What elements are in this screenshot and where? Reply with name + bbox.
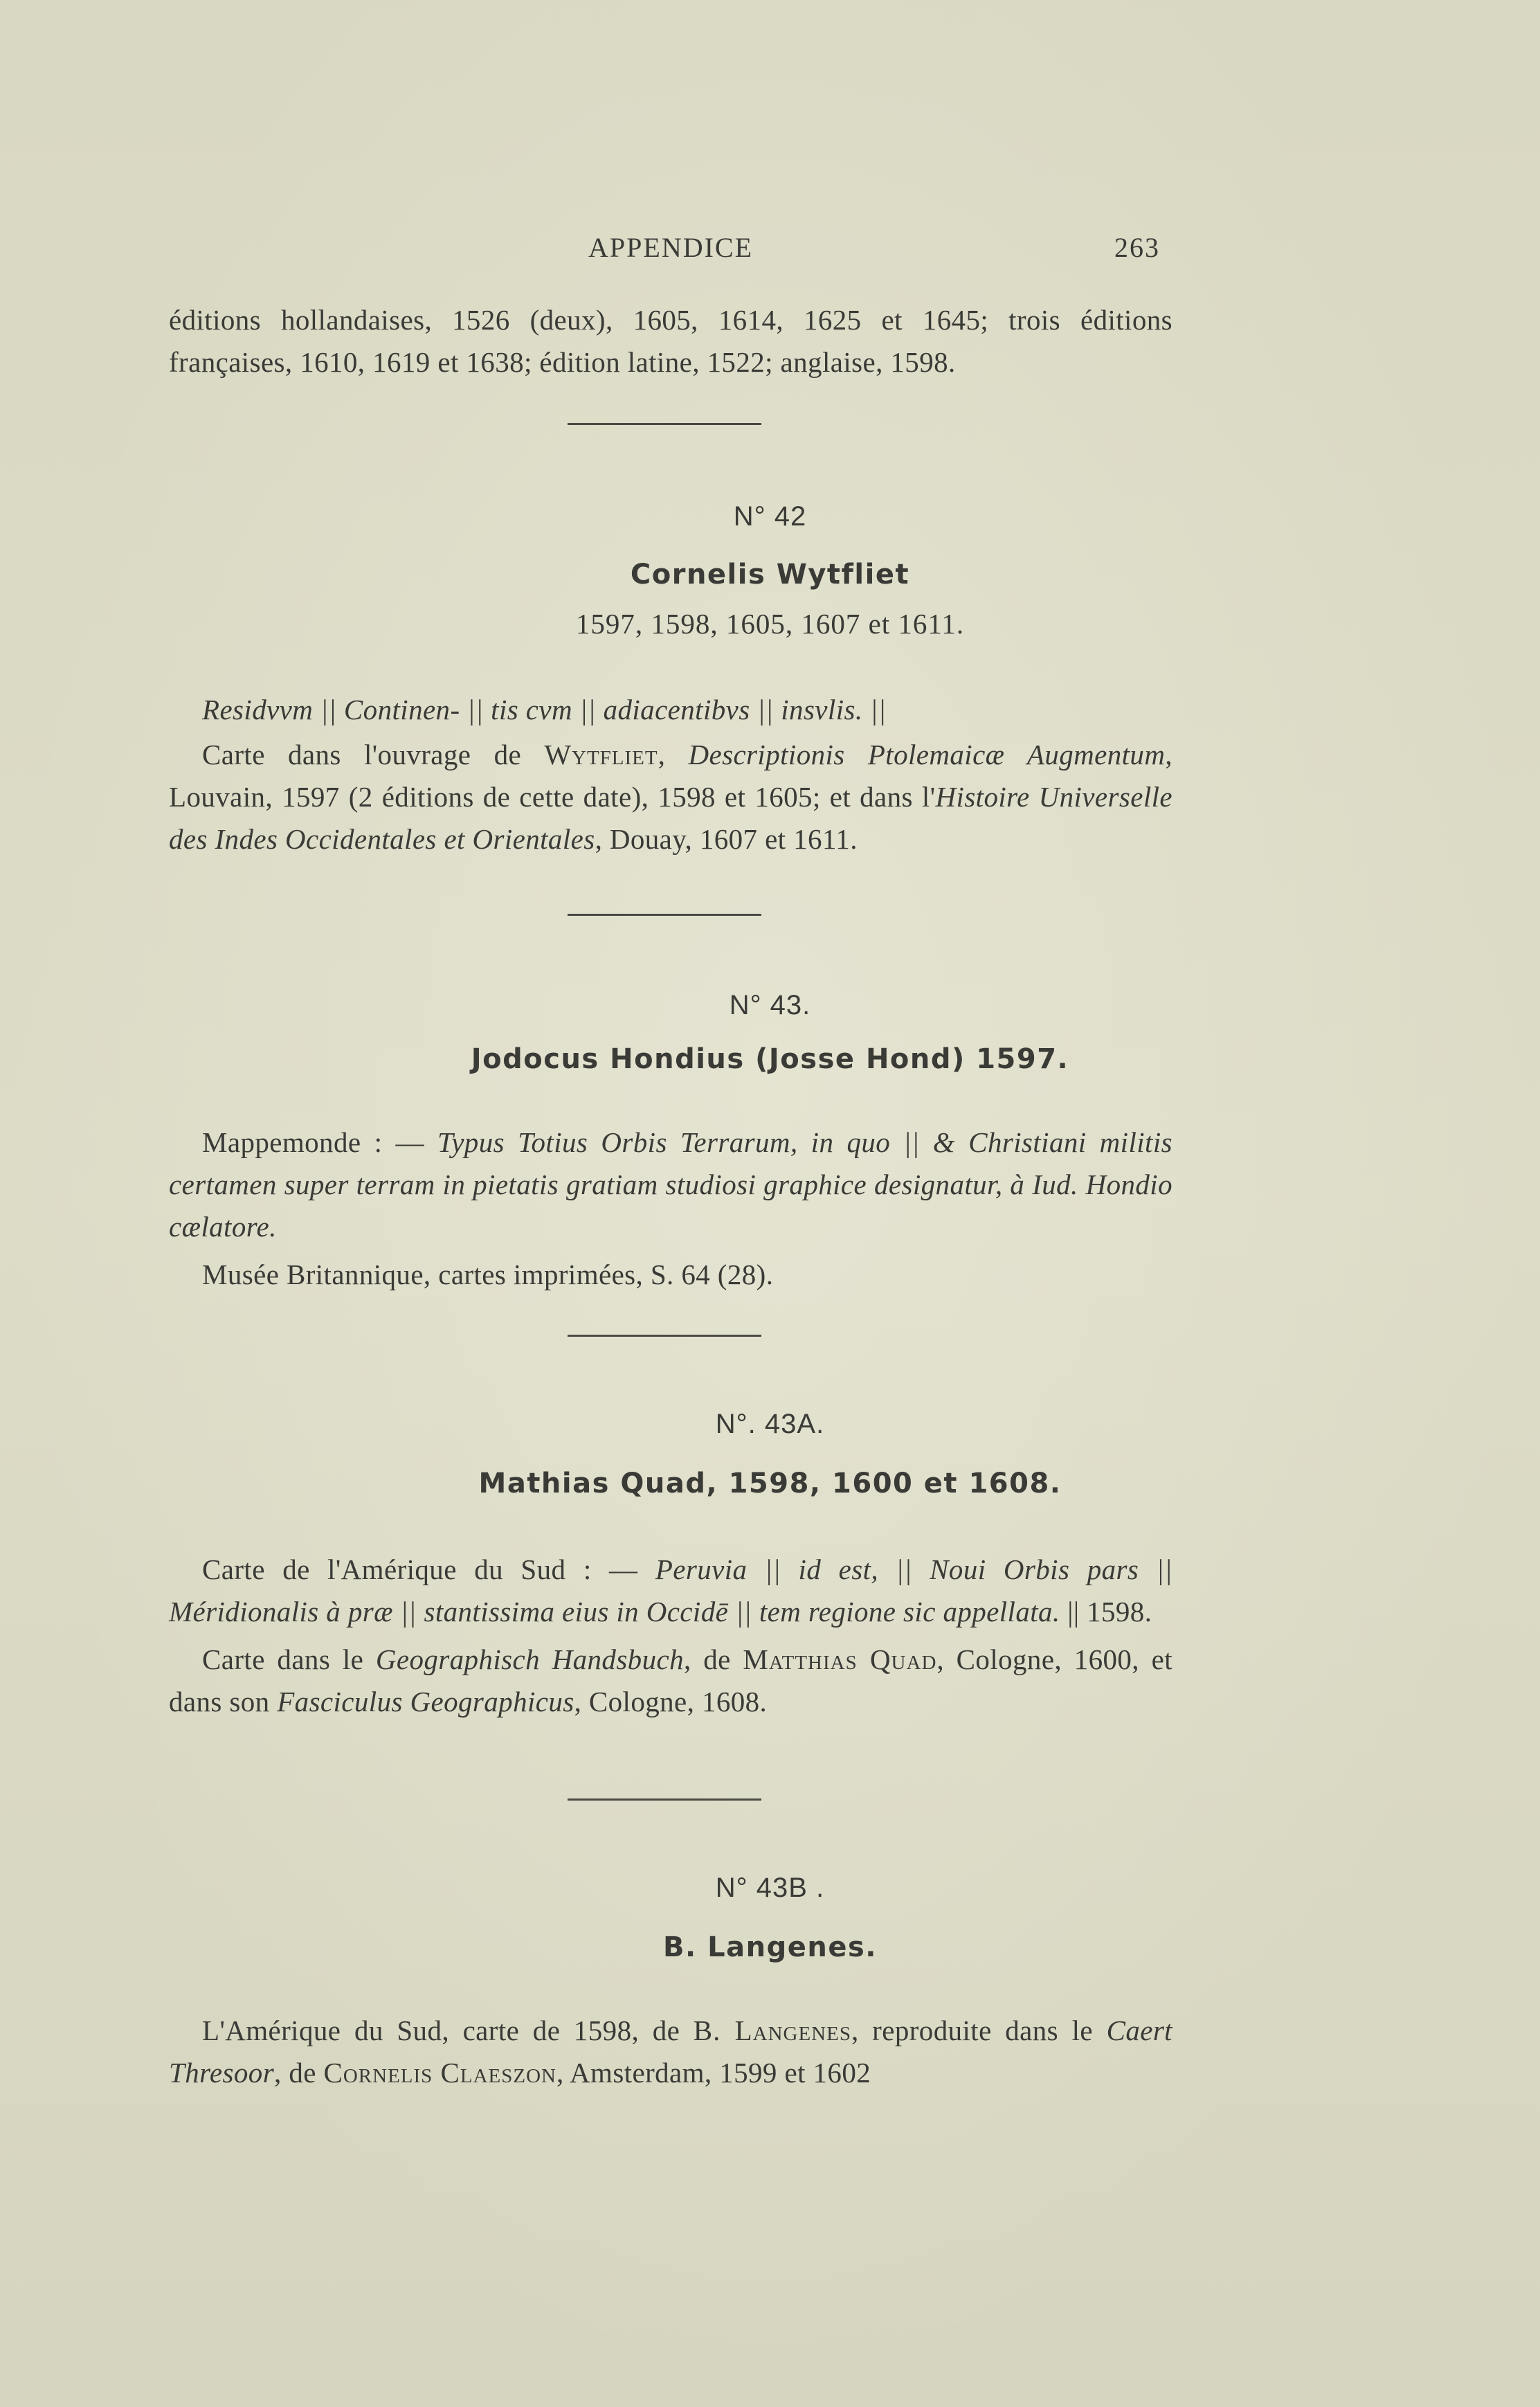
entry-number: N° 42	[733, 501, 807, 532]
work-title: Histoire Universelle des Indes Occidentales et Orientales	[169, 781, 1172, 855]
author-name: Cornelis Claeszon	[323, 2057, 556, 2089]
author-name: Matthias Quad	[743, 1643, 937, 1675]
intro-text: éditions hollandaises, 1526 (deux), 1605, 1614, 1625 et 1645; trois éditions françaises, 1610, 1619 et 1638; édition latine, 1522; anglaise, 1598.	[169, 304, 1172, 378]
entry-description: Carte de l'Amérique du Sud : — Peruvia || id est, || Noui Orbis pars || Méridionalis à præ || stantissima eius in Occidē || tem regione sic appellata. || 1598.	[169, 1553, 1172, 1628]
section-divider	[568, 1799, 761, 1801]
entry-42-body	[169, 689, 1172, 860]
entry-43a-body	[169, 1549, 1172, 1723]
entry-43-body	[169, 1121, 1172, 1296]
work-title: Caert Thresoor	[169, 2014, 1172, 2089]
section-divider	[568, 914, 761, 916]
entry-name: B. Langenes.	[663, 1931, 877, 1963]
author-name: Wytfliet	[544, 739, 658, 770]
running-header-title: APPENDICE	[588, 232, 754, 263]
work-title: Fasciculus Geographicus	[277, 1686, 574, 1718]
page-number: 263	[1114, 232, 1160, 263]
entry-description: Carte dans le Geographisch Handsbuch, de Matthias Quad, Cologne, 1600, et dans son Fasciculus Geographicus, Cologne, 1608.	[169, 1643, 1172, 1718]
entry-number: N°. 43A.	[715, 1409, 825, 1439]
author-name: B. Langenes	[693, 2014, 851, 2046]
intro-paragraph	[169, 299, 1172, 384]
entry-name: Cornelis Wytfliet	[630, 559, 910, 591]
entry-description: Carte dans l'ouvrage de Wytfliet, Descriptionis Ptolemaicæ Augmentum, Louvain, 1597 (2 éditions de cette date), 1598 et 1605; et dans l'Histoire Universelle des Indes Occidentales et Orientales, Douay, 1607 et 1611.	[169, 739, 1172, 855]
section-divider	[568, 1335, 761, 1337]
work-title: Geographisch Handsbuch	[375, 1643, 684, 1675]
entry-number: N° 43.	[729, 990, 811, 1020]
map-title-line: Residvvm || Continen- || tis cvm || adiacentibvs || insvlis. ||	[202, 694, 887, 725]
entry-description: L'Amérique du Sud, carte de 1598, de B. Langenes, reproduite dans le Caert Thresoor, de Cornelis Claeszon, Amsterdam, 1599 et 1602	[169, 2014, 1172, 2089]
entry-name: Mathias Quad, 1598, 1600 et 1608.	[478, 1468, 1062, 1499]
section-divider	[568, 423, 761, 425]
entry-name: Jodocus Hondius (Josse Hond) 1597.	[471, 1043, 1069, 1075]
work-title: Typus Totius Orbis Terrarum, in quo || & Christiani militis certamen super terram in pietatis gratiam studiosi graphice designatur, à Iud. Hondio cælatore.	[169, 1126, 1172, 1243]
entry-dates: 1597, 1598, 1605, 1607 et 1611.	[575, 608, 965, 640]
entry-43b-body	[169, 2010, 1172, 2094]
entry-number: N° 43B .	[715, 1873, 825, 1903]
work-title: Peruvia || id est, || Noui Orbis pars || Méridionalis à præ || stantissima eius in Occidē || tem regione sic appellata.	[169, 1553, 1172, 1628]
work-title: Descriptionis Ptolemaicæ Augmentum	[688, 739, 1166, 770]
entry-description: Mappemonde : — Typus Totius Orbis Terrarum, in quo || & Christiani militis certamen super terram in pietatis gratiam studiosi graphice designatur, à Iud. Hondio cælatore.	[169, 1126, 1172, 1243]
entry-location: Musée Britannique, cartes imprimées, S. 64 (28).	[202, 1259, 774, 1290]
